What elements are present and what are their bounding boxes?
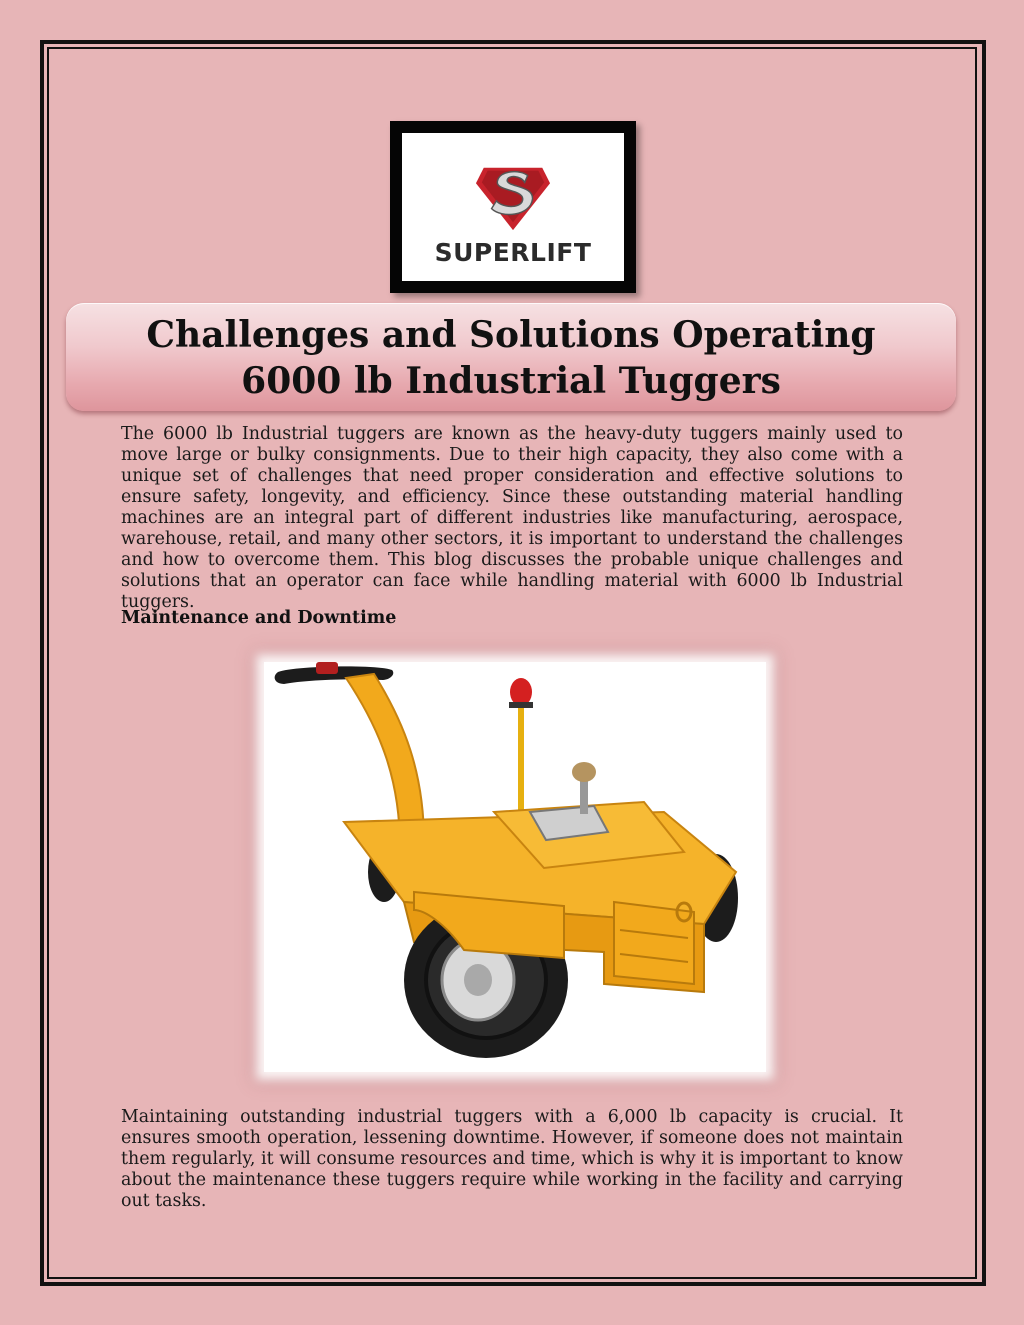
section-heading: Maintenance and Downtime [121, 608, 397, 628]
superlift-shield-icon [474, 156, 552, 234]
maintenance-paragraph: Maintaining outstanding industrial tuggers with a 6,000 lb capacity is crucial. It ensures smooth operation, lessening downtime. However, if someone does not maintain them regularly, it will consume resources and time, which is why it is important to know about the maintenance these tuggers require while working in the facility and carrying out tasks. [121, 1107, 903, 1211]
page-title-line-2: 6000 lb Industrial Tuggers [241, 360, 781, 402]
tugger-illustration [264, 662, 766, 1072]
page-title-line-1: Challenges and Solutions Operating [146, 314, 876, 356]
superlift-logo [390, 121, 636, 293]
tugger-photo [264, 662, 766, 1072]
title-banner [66, 303, 956, 411]
logo-wordmark: SUPERLIFT [434, 237, 592, 267]
intro-paragraph: The 6000 lb Industrial tuggers are known as the heavy-duty tuggers mainly used to move large or bulky consignments. Due to their high capacity, they also come with a unique set of challenges that need proper consideration and effective solutions to ensure safety, longevity, and efficiency. Since these outstanding material handling machines are an integral part of different industries like manufacturing, aerospace, warehouse, retail, and many other sectors, it is important to understand the challenges and how to overcome them. This blog discusses the probable unique challenges and solutions that an operator can face while handling material with 6000 lb Industrial tuggers. [121, 424, 903, 612]
